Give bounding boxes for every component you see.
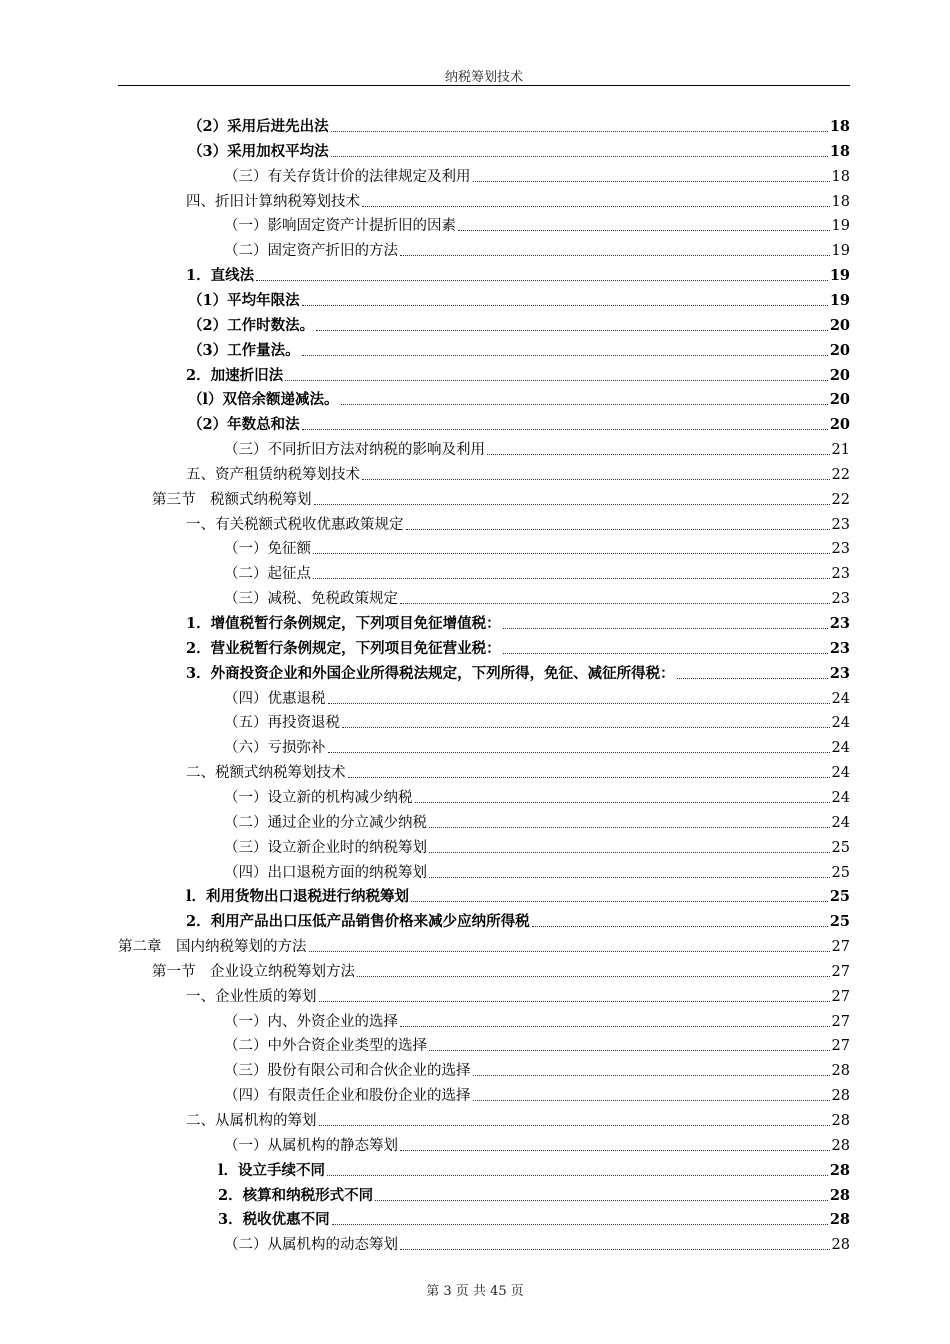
toc-entry[interactable] [218,1207,850,1229]
toc-dot-leader [375,1200,828,1201]
toc-dot-leader [406,529,830,530]
toc-entry-page-number: 27 [831,1013,850,1030]
toc-entry-page-number: 23 [831,516,850,533]
toc-entry-label: （三）设立新企业时的纳税筹划 [224,839,427,856]
toc-entry-label: l．设立手续不同 [218,1161,326,1179]
toc-entry[interactable] [224,1058,850,1080]
toc-dot-leader [503,628,828,629]
toc-dot-leader [327,1175,828,1176]
toc-entry[interactable] [224,810,850,832]
toc-entry-page-number: 28 [831,1063,850,1080]
toc-entry-label: 第一节 企业设立纳税筹划方法 [152,963,355,980]
toc-entry-page-number: 24 [831,765,850,782]
toc-entry[interactable] [224,1232,850,1254]
toc-entry[interactable] [186,984,850,1006]
toc-dot-leader [348,777,830,778]
toc-entry[interactable] [186,263,850,285]
toc-entry[interactable] [224,561,850,583]
toc-dot-leader [415,802,830,803]
toc-entry-label: （一）免征额 [224,541,311,558]
toc-dot-leader [331,156,828,157]
toc-entry[interactable] [118,934,850,956]
toc-entry[interactable] [224,860,850,882]
toc-entry-page-number: 25 [829,913,850,931]
toc-entry-page-number: 19 [829,267,850,285]
toc-entry[interactable] [188,387,850,409]
toc-entry[interactable] [186,1108,850,1130]
toc-entry-page-number: 28 [829,1186,850,1204]
toc-dot-leader [400,255,830,256]
toc-entry-page-number: 20 [829,366,850,384]
toc-dot-leader [314,504,830,505]
toc-dot-leader [400,1026,830,1027]
toc-entry[interactable] [224,164,850,186]
toc-entry[interactable] [188,412,850,434]
toc-entry[interactable] [224,586,850,608]
toc-entry[interactable] [186,512,850,534]
toc-entry-page-number: 28 [831,1088,850,1105]
toc-entry-page-number: 23 [831,541,850,558]
toc-entry-label: （一）从属机构的静态筹划 [224,1137,398,1154]
toc-entry-page-number: 28 [829,1211,850,1229]
toc-entry-label: 二、从属机构的筹划 [186,1113,317,1129]
toc-dot-leader [302,355,828,356]
toc-entry-page-number: 28 [831,1237,850,1254]
toc-dot-leader [487,454,830,455]
toc-entry-page-number: 23 [829,639,850,657]
toc-entry[interactable] [224,785,850,807]
toc-entry-label: 一、企业性质的筹划 [186,988,317,1005]
toc-entry-page-number: 21 [831,442,850,459]
toc-entry[interactable] [224,536,850,558]
toc-entry-page-number: 28 [831,1137,850,1154]
toc-entry-page-number: 27 [831,939,850,956]
toc-entry-page-number: 28 [831,1113,850,1129]
toc-dot-leader [532,926,828,927]
toc-entry-page-number: 19 [831,218,850,235]
toc-entry-label: 2．利用产品出口压低产品销售价格来减少应纳所得税 [186,913,530,931]
toc-entry-page-number: 23 [831,566,850,583]
toc-entry-page-number: 28 [829,1161,850,1179]
toc-entry[interactable] [218,1158,850,1180]
toc-entry-label: （四）有限责任企业和股份企业的选择 [224,1088,471,1105]
toc-entry[interactable] [186,462,850,484]
toc-entry-page-number: 23 [831,591,850,608]
toc-entry[interactable] [186,363,850,385]
toc-dot-leader [316,330,828,331]
toc-entry[interactable] [224,686,850,708]
toc-entry-label: （二）起征点 [224,566,311,583]
toc-dot-leader [328,703,830,704]
toc-entry-page-number: 19 [831,243,850,260]
toc-dot-leader [313,578,830,579]
toc-entry-label: 第二章 国内纳税筹划的方法 [118,939,307,956]
toc-entry-label: 2．加速折旧法 [186,366,284,384]
toc-entry-page-number: 20 [829,341,850,359]
toc-entry[interactable] [186,909,850,931]
toc-dot-leader [400,603,830,604]
toc-entry-page-number: 24 [831,740,850,757]
page-footer: 第 3 页 共 45 页 [426,1284,524,1299]
toc-entry-page-number: 24 [831,715,850,732]
toc-entry-label: 1．增值税暂行条例规定，下列项目免征增值税： [186,615,501,632]
toc-dot-leader [331,131,828,132]
toc-entry-label: （六）亏损弥补 [224,740,326,757]
toc-entry-label: 一、有关税额式税收优惠政策规定 [186,516,404,533]
toc-dot-leader [429,827,830,828]
toc-entry-label: （二）中外合资企业类型的选择 [224,1038,427,1055]
toc-entry-page-number: 27 [831,963,850,980]
toc-dot-leader [328,752,830,753]
toc-entry[interactable] [186,661,850,683]
toc-entry-label: 四、折旧计算纳税筹划技术 [186,193,360,210]
toc-entry-label: 1．直线法 [186,267,255,285]
toc-dot-leader [362,206,830,207]
toc-dot-leader [400,1150,830,1151]
toc-entry[interactable] [224,213,850,235]
toc-entry-label: （三）有关存货计价的法律规定及利用 [224,168,471,185]
toc-entry-page-number: 20 [829,416,850,434]
toc-entry[interactable] [186,611,850,633]
toc-entry-page-number: 22 [831,466,850,483]
toc-entry-page-number: 18 [831,193,850,210]
toc-entry-label: （2）年数总和法 [188,416,300,434]
toc-entry-label: （3）采用加权平均法 [188,142,329,160]
toc-entry[interactable] [224,710,850,732]
toc-entry-page-number: 24 [831,690,850,707]
toc-dot-leader [302,305,828,306]
toc-entry[interactable] [152,487,850,509]
toc-entry[interactable] [224,1033,850,1055]
toc-entry-page-number: 19 [829,291,850,309]
toc-dot-leader [341,404,828,405]
toc-entry-label: （四）出口退税方面的纳税筹划 [224,864,427,881]
toc-dot-leader [473,181,830,182]
header-rule [118,85,850,86]
toc-entry-page-number: 20 [829,316,850,334]
toc-entry[interactable] [218,1183,850,1205]
toc-entry-label: 第三节 税额式纳税筹划 [152,491,312,508]
toc-entry-label: 2．营业税暂行条例规定，下列项目免征营业税： [186,639,501,657]
toc-entry-page-number: 18 [831,168,850,185]
toc-dot-leader [473,1100,830,1101]
toc-entry-page-number: 24 [831,814,850,831]
toc-dot-leader [429,852,830,853]
toc-entry[interactable] [186,636,850,658]
toc-entry-label: （五）再投资退税 [224,715,340,732]
toc-entry-page-number: 25 [831,839,850,856]
toc-entry[interactable] [224,735,850,757]
toc-entry[interactable] [186,189,850,211]
toc-entry-label: （四）优惠退税 [224,690,326,707]
toc-dot-leader [342,727,830,728]
page-header: 纳税筹划技术 [444,70,523,85]
toc-dot-leader [411,901,828,902]
toc-entry-page-number: 27 [831,1038,850,1055]
toc-dot-leader [332,1224,828,1225]
toc-entry-label: 3．外商投资企业和外国企业所得税法规定，下列所得，免征、减征所得税： [186,664,675,682]
toc-dot-leader [256,280,828,281]
toc-entry-page-number: 18 [829,118,850,135]
toc-entry-label: l．利用货物出口退税进行纳税筹划 [186,888,410,906]
toc-dot-leader [319,1001,830,1002]
toc-entry-page-number: 18 [829,142,850,160]
toc-entry-label: 2．核算和纳税形式不同 [218,1186,374,1204]
toc-entry[interactable] [224,238,850,260]
toc-entry-label: （3）工作量法。 [188,341,300,359]
toc-dot-leader [458,230,830,231]
toc-dot-leader [362,479,830,480]
toc-entry-label: （二）通过企业的分立减少纳税 [224,814,427,831]
toc-dot-leader [313,553,830,554]
toc-dot-leader [429,877,830,878]
toc-entry-label: （一）内、外资企业的选择 [224,1013,398,1030]
toc-entry[interactable] [186,884,850,906]
toc-entry-label: （三）股份有限公司和合伙企业的选择 [224,1063,471,1080]
toc-entry-label: 二、税额式纳税筹划技术 [186,765,346,782]
toc-dot-leader [302,429,828,430]
toc-dot-leader [473,1075,830,1076]
toc-entry-page-number: 23 [829,664,850,682]
toc-entry-label: （二）固定资产折旧的方法 [224,243,398,260]
toc-dot-leader [319,1125,830,1126]
toc-entry[interactable] [224,1083,850,1105]
toc-entry[interactable] [188,313,850,335]
toc-entry-page-number: 24 [831,789,850,806]
toc-entry[interactable] [152,959,850,981]
toc-entry-label: （2）采用后进先出法 [188,118,329,135]
toc-entry-label: （三）不同折旧方法对纳税的影响及利用 [224,442,485,459]
toc-entry-label: （一）设立新的机构减少纳税 [224,789,413,806]
toc-entry[interactable] [224,835,850,857]
toc-dot-leader [400,1249,830,1250]
toc-entry-page-number: 20 [829,391,850,409]
toc-dot-leader [357,976,830,977]
toc-dot-leader [677,678,828,679]
toc-entry[interactable] [188,288,850,310]
toc-entry-page-number: 23 [829,615,850,632]
toc-entry-label: （l）双倍余额递减法。 [188,391,339,409]
toc-entry-page-number: 25 [831,864,850,881]
toc-entry-page-number: 22 [831,491,850,508]
toc-entry[interactable] [188,114,850,136]
toc-entry[interactable] [224,1133,850,1155]
toc-entry[interactable] [188,338,850,360]
toc-entry-page-number: 25 [829,888,850,906]
toc-entry[interactable] [186,760,850,782]
toc-entry[interactable] [224,1009,850,1031]
toc-dot-leader [429,1050,830,1051]
toc-entry-label: 3．税收优惠不同 [218,1211,330,1229]
toc-entry-label: （二）从属机构的动态筹划 [224,1237,398,1254]
toc-dot-leader [309,951,830,952]
toc-entry-label: （1）平均年限法 [188,291,300,309]
toc-entry-label: （三）减税、免税政策规定 [224,591,398,608]
toc-entry-label: 五、资产租赁纳税筹划技术 [186,466,360,483]
toc-entry-label: （2）工作时数法。 [188,316,315,334]
toc-entry[interactable] [188,139,850,161]
toc-entry[interactable] [224,437,850,459]
toc-entry-label: （一）影响固定资产计提折旧的因素 [224,218,456,235]
toc-entry-page-number: 27 [831,988,850,1005]
toc-dot-leader [503,653,828,654]
toc-dot-leader [285,380,828,381]
